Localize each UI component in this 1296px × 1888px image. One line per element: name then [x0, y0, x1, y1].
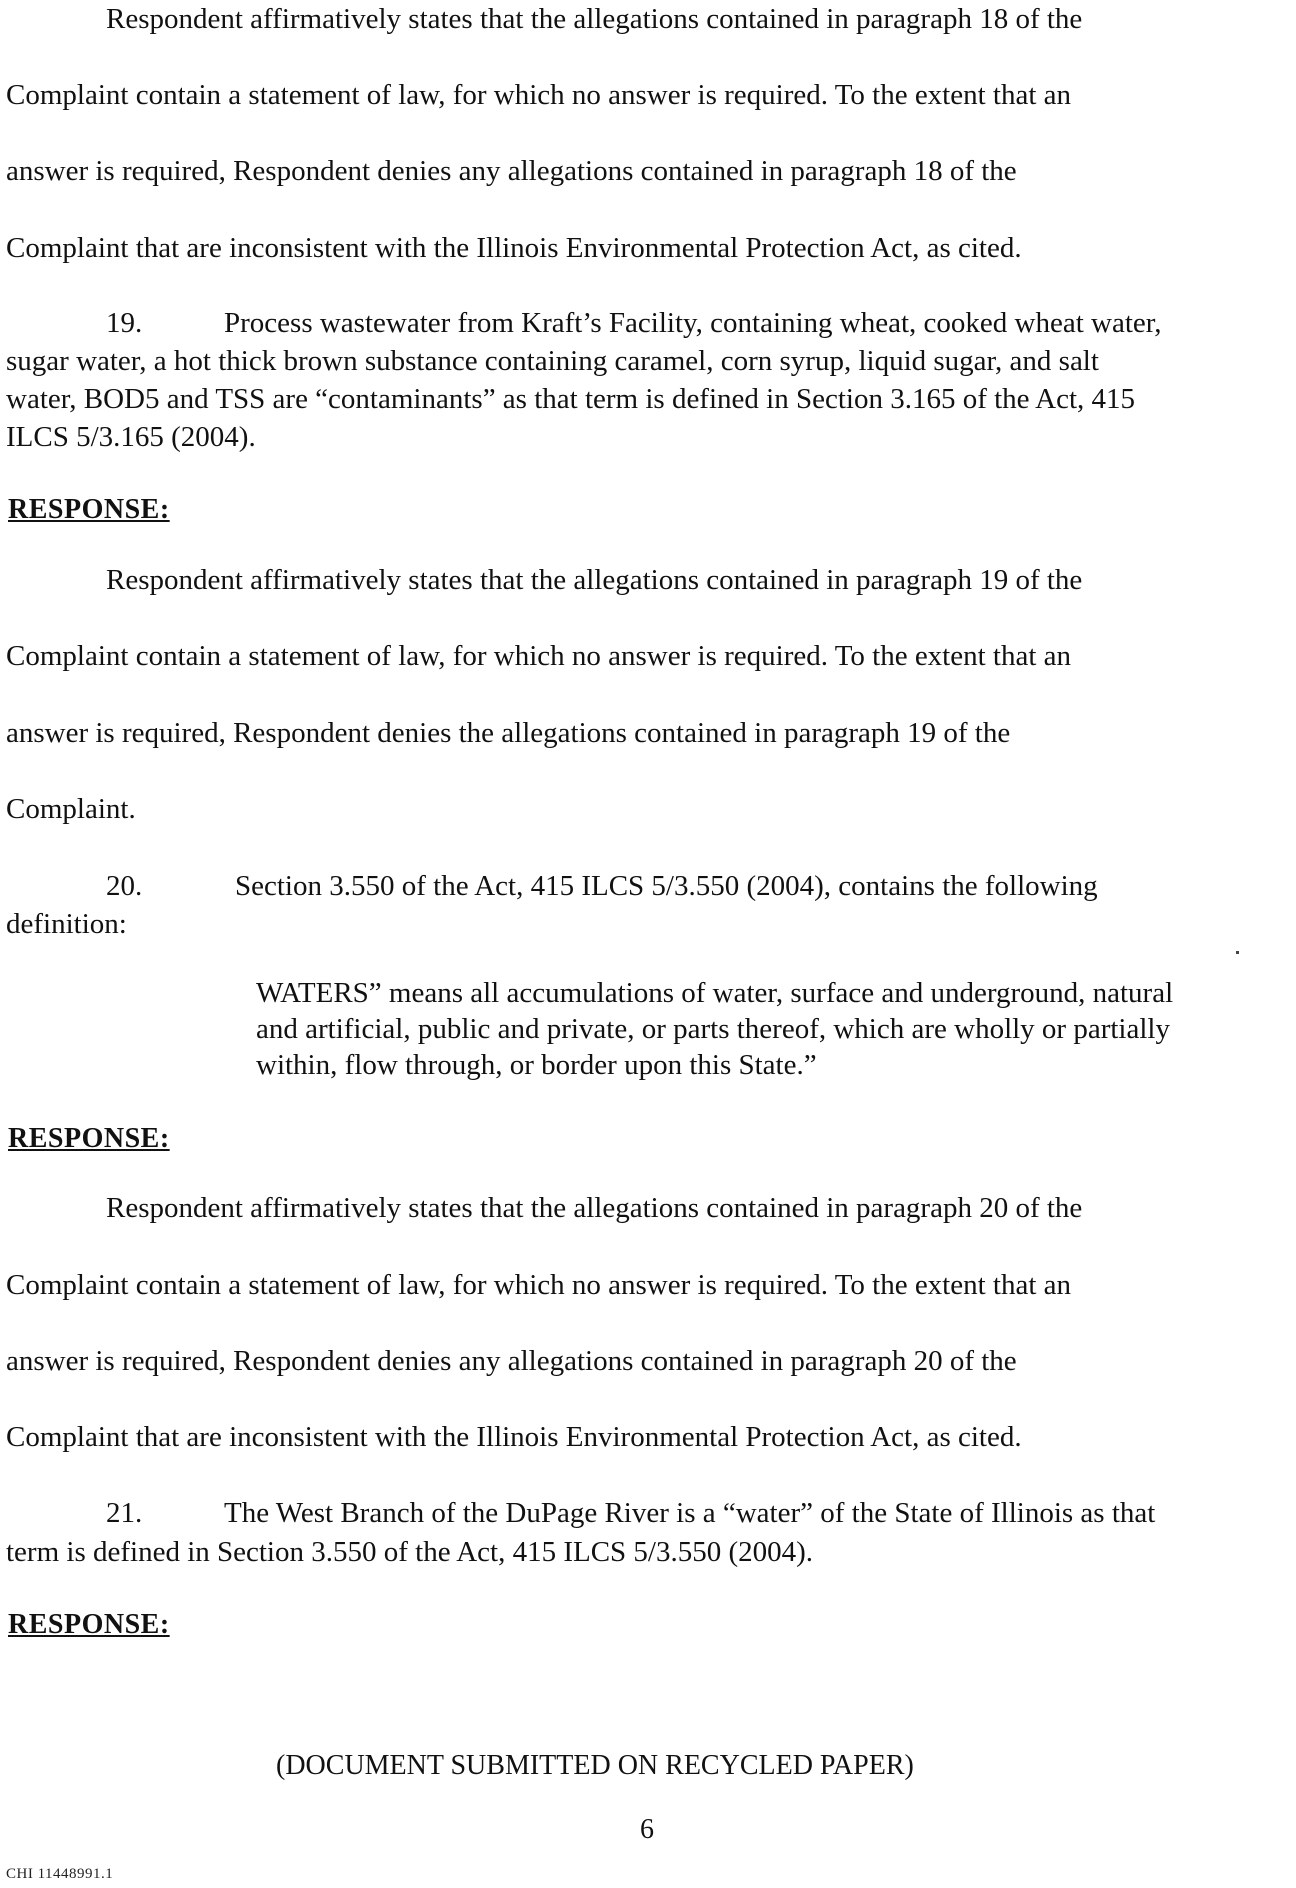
para19-response-line-1: Respondent affirmatively states that the allegations contained in paragraph 19 of the [106, 564, 1083, 596]
para20-line-1: Section 3.550 of the Act, 415 ILCS 5/3.550 (2004), contains the following [235, 870, 1098, 902]
para19-line-4: ILCS 5/3.165 (2004). [6, 421, 256, 453]
document-id: CHI 11448991.1 [6, 1866, 114, 1882]
para19-response-line-2: Complaint contain a statement of law, for which no answer is required. To the extent that an [6, 640, 1072, 672]
quote-line-3: within, flow through, or border upon this State.” [256, 1049, 817, 1081]
para21-first-line [106, 1496, 1155, 1530]
page-number: 6 [640, 1814, 654, 1845]
para18-response-line-2: Complaint contain a statement of law, for which no answer is required. To the extent that an [6, 79, 1072, 111]
para21-line-2: term is defined in Section 3.550 of the Act, 415 ILCS 5/3.550 (2004). [6, 1536, 814, 1568]
para20-first-line [106, 869, 1098, 903]
para20-response-line-4: Complaint that are inconsistent with the Illinois Environmental Protection Act, as cited. [6, 1421, 1022, 1453]
para19-line-1: Process wastewater from Kraft’s Facility, containing wheat, cooked wheat water, [224, 307, 1162, 339]
para20-line-2: definition: [6, 908, 127, 940]
para19-line-2: sugar water, a hot thick brown substance containing caramel, corn syrup, liquid sugar, and salt [6, 345, 1099, 377]
para20-number: 20. [106, 870, 143, 902]
quote-line-2: and artificial, public and private, or parts thereof, which are wholly or partially [256, 1013, 1170, 1045]
para18-response-line-4: Complaint that are inconsistent with the Illinois Environmental Protection Act, as cited. [6, 232, 1022, 264]
para19-number: 19. [106, 307, 143, 339]
quote-line-1: WATERS” means all accumulations of water, surface and underground, natural [256, 977, 1174, 1009]
para21-number: 21. [106, 1497, 143, 1529]
para19-response-line-4: Complaint. [6, 793, 136, 825]
para20-response-line-2: Complaint contain a statement of law, for which no answer is required. To the extent that an [6, 1269, 1072, 1301]
para19-line-3: water, BOD5 and TSS are “contaminants” as that term is defined in Section 3.165 of the Act, 415 [6, 383, 1136, 415]
para21-line-1: The West Branch of the DuPage River is a “water” of the State of Illinois as that [224, 1497, 1156, 1529]
response-heading-1: RESPONSE: [8, 494, 170, 525]
para18-response-line-3: answer is required, Respondent denies any allegations contained in paragraph 18 of the [6, 155, 1017, 187]
para18-response-line-1: Respondent affirmatively states that the allegations contained in paragraph 18 of the [106, 3, 1083, 35]
para20-response-line-1: Respondent affirmatively states that the allegations contained in paragraph 20 of the [106, 1192, 1083, 1224]
scan-speck [1236, 951, 1239, 954]
para19-response-line-3: answer is required, Respondent denies the allegations contained in paragraph 19 of the [6, 717, 1011, 749]
response-heading-3: RESPONSE: [8, 1609, 170, 1640]
para20-response-line-3: answer is required, Respondent denies any allegations contained in paragraph 20 of the [6, 1345, 1017, 1377]
para19-first-line [106, 306, 1162, 340]
waters-definition-quote [256, 975, 1266, 1083]
recycled-paper-notice: (DOCUMENT SUBMITTED ON RECYCLED PAPER) [276, 1750, 914, 1781]
response-heading-2: RESPONSE: [8, 1123, 170, 1154]
